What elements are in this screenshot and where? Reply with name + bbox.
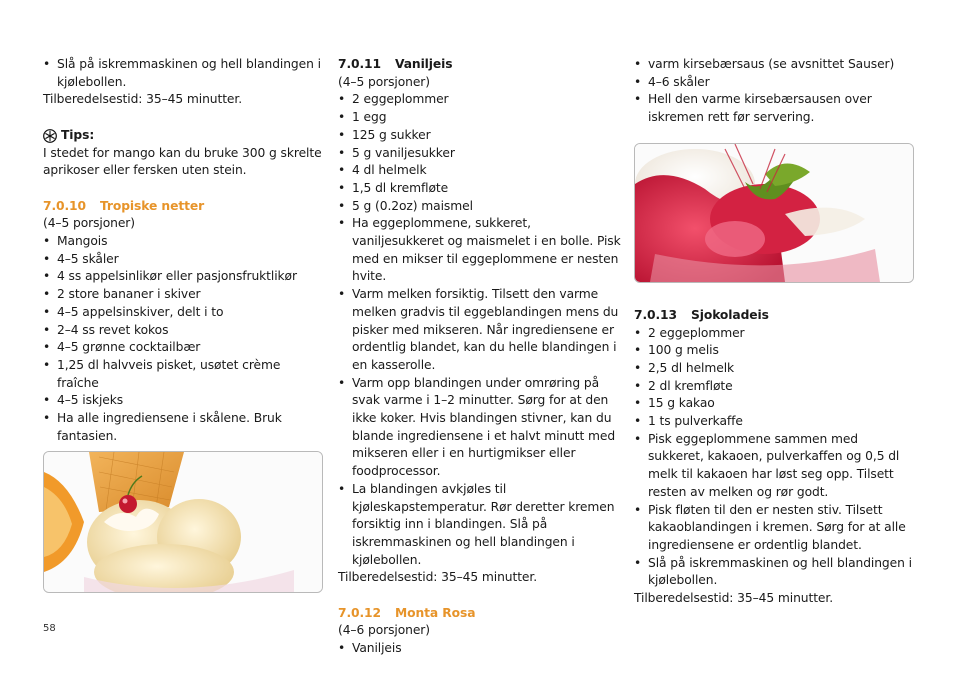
list-item: • Ha eggeplommene, sukkeret, vaniljesukkeret og maismelet i en bolle. Pisk med en mikser til eggeplommene er nesten hvite. (338, 215, 622, 286)
list-item: • varm kirsebærsaus (se avsnittet Sauser) (634, 56, 916, 74)
list-item: • 2 eggeplommer (338, 91, 622, 109)
section-title: Tropiske netter (99, 198, 205, 213)
ice-cream-photo (43, 451, 323, 593)
list-item: • 125 g sukker (338, 127, 622, 145)
section-title: Vaniljeis (394, 57, 453, 71)
prep-time: Tilberedelsestid: 35–45 minutter. (634, 591, 834, 606)
section-number: 7.0.11 (338, 57, 381, 71)
list-item: • 4–5 iskjeks (43, 392, 325, 410)
list-item: • 4 ss appelsinlikør eller pasjonsfruktlikør (43, 268, 325, 286)
column-middle (338, 56, 622, 658)
list-item: • Mangois (43, 233, 325, 251)
list-item: • 100 g melis (634, 342, 916, 360)
tips-heading (43, 127, 325, 145)
list-item: • 2,5 dl helmelk (634, 360, 916, 378)
section-heading-tropiske-netter (43, 198, 325, 216)
list-item: • Vaniljeis (338, 640, 622, 658)
section-number: 7.0.12 (338, 605, 381, 620)
list-item: • 5 g vaniljesukker (338, 145, 622, 163)
list-item: • Ha alle ingrediensene i skålene. Bruk fantasien. (43, 410, 325, 445)
list-item: • Slå på iskremmaskinen og hell blandingen i kjølebollen. (43, 56, 325, 91)
list-item: • 4–5 grønne cocktailbær (43, 339, 325, 357)
section-heading-sjokoladeis (634, 307, 916, 325)
section-title: Sjokoladeis (690, 307, 769, 322)
section-number: 7.0.13 (634, 307, 677, 322)
ingredient-list (43, 233, 325, 445)
ingredient-list (338, 640, 622, 658)
monta-rosa-photo (634, 143, 914, 283)
list-item: • Pisk fløten til den er nesten stiv. Tilsett kakaoblandingen i kremen. Sørg for at alle ingrediensene er ordentlig blandet. (634, 502, 916, 555)
ice-cream-illustration (44, 452, 322, 592)
list-item: • Varm melken forsiktig. Tilsett den varme melken gradvis til eggeblandingen mens du pisker med mikseren. Når ingrediensene er ordentlig blandet, kan du helle blandingen i en kasserolle. (338, 286, 622, 375)
list-item: • Slå på iskremmaskinen og hell blandingen i kjølebollen. (634, 555, 916, 590)
page-number: 58 (43, 623, 56, 634)
list-item: • 2 eggeplommer (634, 325, 916, 343)
section-heading-vaniljeis (338, 56, 622, 74)
tips-label: Tips: (61, 127, 95, 142)
servings: (4–5 porsjoner) (338, 74, 430, 89)
section-number: 7.0.10 (43, 198, 86, 213)
section-title: Monta Rosa (394, 605, 476, 620)
list-item: • 5 g (0.2oz) maismel (338, 198, 622, 216)
ingredient-list (634, 325, 916, 591)
list-item: • 4–5 appelsinskiver, delt i to (43, 304, 325, 322)
servings: (4–5 porsjoner) (43, 216, 135, 231)
list-item: • 1,25 dl halvveis pisket, usøtet crème fraîche (43, 357, 325, 392)
list-item: • 4–6 skåler (634, 74, 916, 92)
intro-list (634, 56, 916, 127)
tips-text: I stedet for mango kan du bruke 300 g skrelte aprikoser eller fersken uten stein. (43, 145, 322, 178)
list-item: • 15 g kakao (634, 395, 916, 413)
intro-list (43, 56, 325, 91)
snowflake-icon (43, 129, 57, 143)
servings: (4–6 porsjoner) (338, 623, 430, 638)
list-item: • La blandingen avkjøles til kjøleskapstemperatur. Rør deretter kremen forsiktig inn i blandingen. Slå på iskremmaskinen og hell blandingen i kjølebollen. (338, 481, 622, 570)
list-item: • 2 store bananer i skiver (43, 286, 325, 304)
ingredient-list (338, 91, 622, 569)
list-item: • 4–5 skåler (43, 251, 325, 269)
column-right (634, 56, 916, 608)
list-item: • 4 dl helmelk (338, 162, 622, 180)
list-item: • 1 egg (338, 109, 622, 127)
list-item: • Pisk eggeplommene sammen med sukkeret, kakaoen, pulverkaffen og 0,5 dl melk til kakaoen har løst seg opp. Tilsett resten av melken og rør godt. (634, 431, 916, 502)
list-item: • Hell den varme kirsebærsausen over iskremen rett før servering. (634, 91, 916, 126)
list-item: • 2 dl kremfløte (634, 378, 916, 396)
cherry-sundae-illustration (635, 144, 913, 282)
list-item: • 2–4 ss revet kokos (43, 322, 325, 340)
list-item: • Varm opp blandingen under omrøring på svak varme i 1–2 minutter. Sørg for at den ikke koker. Hvis blandingen stivner, kan du blande ingrediensene i et halvt minutt med mikseren eller i en hurtigmikser eller foodprocessor. (338, 375, 622, 481)
prep-time: Tilberedelsestid: 35–45 minutter. (338, 570, 538, 585)
section-heading-monta-rosa (338, 605, 622, 623)
list-item: • 1 ts pulverkaffe (634, 413, 916, 431)
column-left (43, 56, 325, 593)
prep-time: Tilberedelsestid: 35–45 minutter. (43, 92, 243, 107)
list-item: • 1,5 dl kremfløte (338, 180, 622, 198)
